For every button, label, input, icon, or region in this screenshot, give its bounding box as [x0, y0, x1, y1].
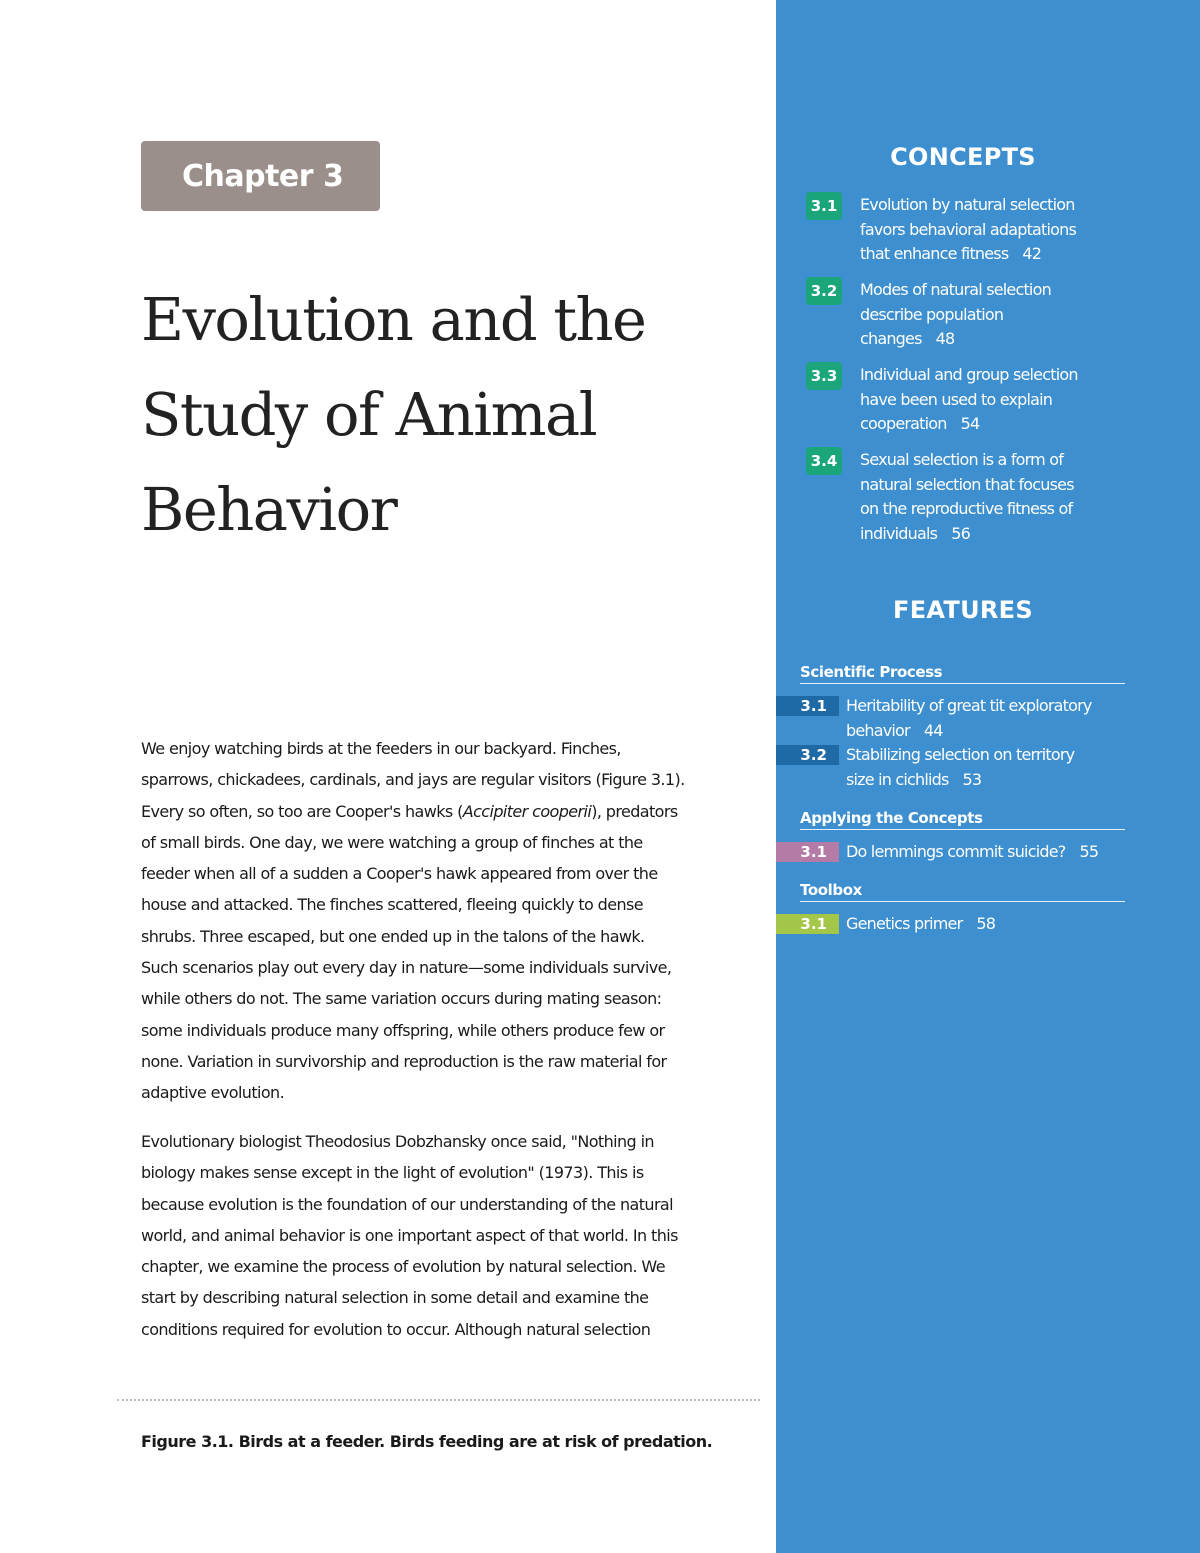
text-line: conditions required for evolution to occur. Although natural selection	[141, 1319, 651, 1339]
feature-text	[846, 694, 1186, 743]
text-line: adaptive evolution.	[141, 1083, 285, 1103]
feature-number: 3.2	[776, 745, 839, 765]
text-line: because evolution is the foundation of our understanding of the natural	[141, 1194, 673, 1214]
concept-text	[860, 363, 1140, 437]
chapter-sidebar	[776, 0, 1200, 1553]
text-line: sparrows, chickadees, cardinals, and jays are regular visitors (Figure 3.1).	[141, 770, 685, 790]
concept-text	[860, 448, 1140, 546]
text-line: of small birds. One day, we were watching a group of finches at the	[141, 832, 643, 852]
concept-line-text: that enhance fitness	[860, 244, 1009, 264]
title-line: Study of Animal	[141, 380, 597, 449]
concept-line-text: changes	[860, 329, 922, 349]
feature-line: Heritability of great tit exploratory	[846, 696, 1092, 715]
feature-number: 3.1	[776, 696, 839, 716]
concept-page: 48	[935, 329, 955, 349]
feature-category: Toolbox	[800, 881, 1125, 902]
text-line: house and attacked. The finches scattered, fleeing quickly to dense	[141, 895, 644, 915]
concept-number: 3.2	[806, 277, 842, 305]
feature-page: 58	[976, 914, 996, 933]
intro-paragraph	[141, 733, 751, 1109]
features-heading: FEATURES	[893, 596, 1033, 624]
concept-line: favors behavioral adaptations	[860, 219, 1077, 239]
feature-page: 44	[923, 720, 943, 740]
second-paragraph	[141, 1126, 751, 1345]
title-line: Behavior	[141, 475, 397, 544]
concept-page: 54	[960, 414, 980, 434]
feature-line-text: Genetics primer	[846, 914, 963, 933]
text-line: feeder when all of a sudden a Cooper's hawk appeared from over the	[141, 864, 658, 884]
text-line: biology makes sense except in the light of evolution" (1973). This is	[141, 1163, 644, 1183]
concept-number: 3.4	[806, 447, 842, 475]
concept-line: have been used to explain	[860, 389, 1053, 409]
feature-category: Applying the Concepts	[800, 809, 1125, 830]
figure-divider	[117, 1399, 760, 1401]
title-line: Evolution and the	[141, 285, 646, 354]
feature-text	[846, 912, 1186, 937]
concept-line: natural selection that focuses	[860, 474, 1074, 494]
text-line: some individuals produce many offspring, while others produce few or	[141, 1020, 665, 1040]
feature-text	[846, 840, 1186, 865]
concept-number: 3.1	[806, 192, 842, 220]
text-line: chapter, we examine the process of evolution by natural selection. We	[141, 1257, 665, 1277]
feature-line	[846, 840, 1186, 865]
concept-line: Evolution by natural selection	[860, 195, 1075, 214]
text-line: world, and animal behavior is one important aspect of that world. In this	[141, 1225, 678, 1245]
feature-page: 55	[1079, 842, 1099, 861]
text-line: Evolutionary biologist Theodosius Dobzhansky once said, "Nothing in	[141, 1132, 654, 1151]
concept-page: 42	[1022, 244, 1042, 264]
feature-number: 3.1	[776, 914, 839, 934]
text-line: none. Variation in survivorship and reproduction is the raw material for	[141, 1051, 667, 1071]
feature-line: Stabilizing selection on territory	[846, 745, 1075, 764]
feature-number: 3.1	[776, 842, 839, 862]
concept-line: describe population	[860, 304, 1004, 324]
figure-caption: Figure 3.1. Birds at a feeder. Birds feeding are at risk of predation.	[141, 1432, 713, 1451]
concept-line: Individual and group selection	[860, 365, 1078, 384]
feature-line-text: behavior	[846, 720, 910, 740]
feature-text	[846, 743, 1186, 792]
concept-text	[860, 278, 1140, 352]
text-line: while others do not. The same variation occurs during mating season:	[141, 989, 662, 1009]
species-name: Accipiter cooperii	[462, 801, 592, 821]
feature-line-text: Do lemmings commit suicide?	[846, 842, 1066, 861]
text-line: We enjoy watching birds at the feeders in our backyard. Finches,	[141, 739, 621, 758]
concept-line	[860, 242, 1140, 267]
concept-line-text: individuals	[860, 523, 938, 543]
feature-line	[846, 768, 1186, 793]
chapter-title	[141, 272, 761, 557]
concept-line	[860, 327, 1140, 352]
concepts-heading: CONCEPTS	[890, 143, 1036, 171]
text-line: Such scenarios play out every day in nature—some individuals survive,	[141, 958, 672, 978]
feature-line	[846, 719, 1186, 744]
feature-page: 53	[962, 769, 982, 789]
concept-text	[860, 193, 1140, 267]
concept-number: 3.3	[806, 362, 842, 390]
concept-page: 56	[951, 523, 970, 543]
concept-line	[860, 412, 1140, 437]
feature-line-text: size in cichlids	[846, 769, 949, 789]
feature-line	[846, 912, 1186, 937]
concept-line: Sexual selection is a form of	[860, 450, 1064, 469]
concept-line: Modes of natural selection	[860, 280, 1051, 299]
chapter-label: Chapter 3	[141, 141, 380, 211]
concept-line-text: cooperation	[860, 414, 947, 434]
concept-line: on the reproductive fitness of	[860, 499, 1073, 519]
text-line: start by describing natural selection in some detail and examine the	[141, 1288, 649, 1308]
text-line: shrubs. Three escaped, but one ended up in the talons of the hawk.	[141, 926, 645, 946]
concept-line	[860, 522, 1140, 547]
feature-category: Scientific Process	[800, 663, 1125, 684]
text-line: Every so often, so too are Cooper's hawks (Accipiter cooperii), predators	[141, 801, 678, 821]
